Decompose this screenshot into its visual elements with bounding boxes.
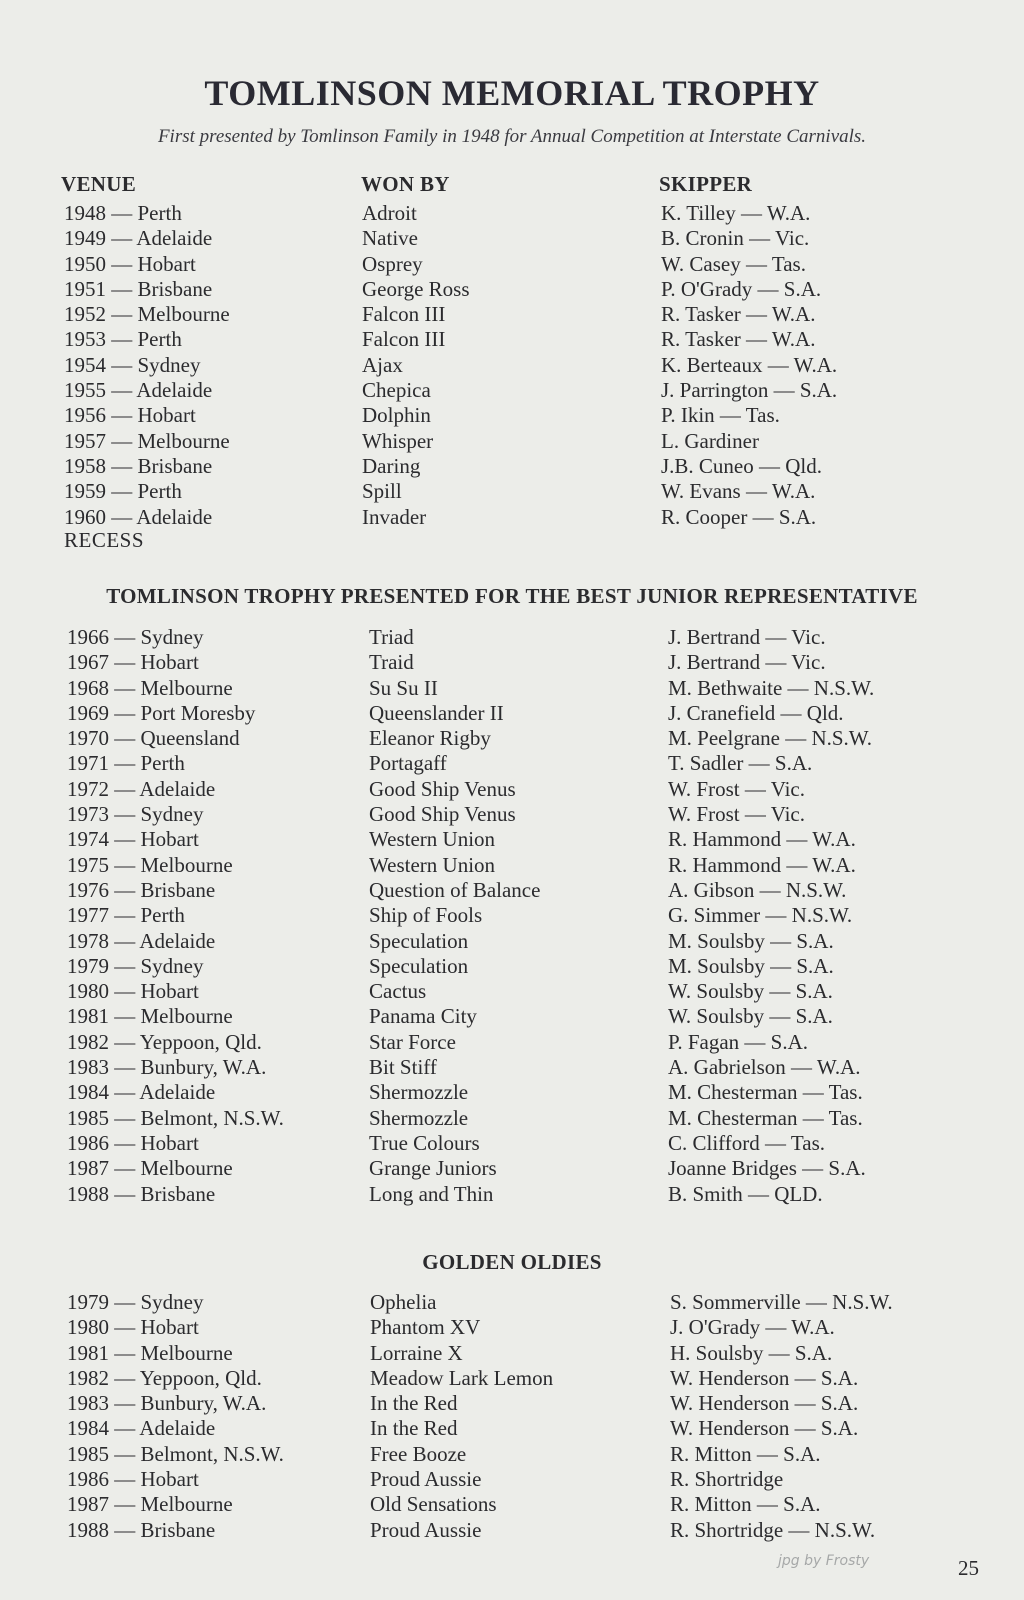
won-by-cell: Proud Aussie <box>370 1517 482 1542</box>
table-row <box>0 1442 1024 1467</box>
won-by-header: WON BY <box>361 172 450 196</box>
table-row <box>0 353 1024 378</box>
won-by-cell: In the Red <box>370 1391 458 1416</box>
skipper-cell: L. Gardiner <box>661 428 759 453</box>
table-row <box>0 903 1024 928</box>
skipper-cell: P. Ikin — Tas. <box>661 403 780 428</box>
skipper-cell: J. Bertrand — Vic. <box>668 650 826 675</box>
won-by-cell: Shermozzle <box>369 1105 469 1130</box>
table-row <box>0 929 1024 954</box>
venue-cell: 1976 — Brisbane <box>67 877 216 902</box>
won-by-cell: Ship of Fools <box>369 903 483 928</box>
won-by-cell: Chepica <box>362 378 431 403</box>
won-by-cell: Falcon III <box>362 327 446 352</box>
won-by-cell: Traid <box>369 650 414 675</box>
venue-cell: 1979 — Sydney <box>67 1290 204 1314</box>
table-row <box>0 777 1024 802</box>
skipper-cell: M. Peelgrane — N.S.W. <box>668 726 872 751</box>
venue-cell: 1985 — Belmont, N.S.W. <box>67 1441 284 1466</box>
table-row <box>0 1492 1024 1517</box>
table-row <box>0 1518 1024 1543</box>
skipper-cell: M. Chesterman — Tas. <box>668 1105 863 1130</box>
skipper-cell: H. Soulsby — S.A. <box>670 1340 833 1365</box>
table-row <box>0 479 1024 504</box>
table-row <box>0 625 1024 650</box>
page-subtitle: First presented by Tomlinson Family in 1948 for Annual Competition at Interstate Carnivals. <box>157 126 867 147</box>
won-by-cell: Ophelia <box>370 1290 437 1314</box>
won-by-cell: Star Force <box>369 1029 456 1054</box>
venue-cell: 1974 — Hobart <box>67 827 199 852</box>
venue-cell: 1987 — Melbourne <box>67 1156 233 1181</box>
table-row <box>0 676 1024 701</box>
skipper-cell: W. Henderson — S.A. <box>670 1391 859 1416</box>
table-row <box>0 853 1024 878</box>
won-by-cell: Free Booze <box>370 1441 467 1466</box>
table-row <box>0 403 1024 428</box>
won-by-cell: Whisper <box>362 428 434 453</box>
won-by-cell: Daring <box>362 453 421 478</box>
table-row <box>0 1004 1024 1029</box>
venue-cell: 1980 — Hobart <box>67 979 199 1004</box>
won-by-cell: Shermozzle <box>369 1080 469 1105</box>
won-by-cell: Phantom XV <box>370 1315 481 1340</box>
skipper-cell: M. Soulsby — S.A. <box>668 928 834 953</box>
venue-cell: 1949 — Adelaide <box>64 226 213 251</box>
table-row <box>0 277 1024 302</box>
skipper-cell: A. Gabrielson — W.A. <box>668 1055 861 1080</box>
skipper-cell: B. Cronin — Vic. <box>661 226 810 251</box>
table-row <box>0 1030 1024 1055</box>
venue-cell: 1950 — Hobart <box>64 251 196 276</box>
venue-cell: 1986 — Hobart <box>67 1130 199 1155</box>
venue-cell: 1952 — Melbourne <box>64 302 230 327</box>
table-row <box>0 650 1024 675</box>
won-by-cell: Su Su II <box>369 675 438 700</box>
won-by-cell: Long and Thin <box>369 1181 494 1206</box>
venue-cell: 1983 — Bunbury, W.A. <box>67 1055 267 1080</box>
won-by-cell: Eleanor Rigby <box>369 726 491 751</box>
venue-cell: 1980 — Hobart <box>67 1315 199 1340</box>
table-row <box>0 1106 1024 1131</box>
venue-cell: 1967 — Hobart <box>67 650 199 675</box>
skipper-cell: J.B. Cuneo — Qld. <box>661 453 823 478</box>
table-row <box>0 701 1024 726</box>
golden-oldies-table <box>0 1290 1024 1543</box>
table-row <box>0 1290 1024 1315</box>
skipper-header: SKIPPER <box>659 172 753 196</box>
venue-cell: 1984 — Adelaide <box>67 1080 216 1105</box>
venue-cell: 1988 — Brisbane <box>67 1517 216 1542</box>
table-row <box>0 1182 1024 1207</box>
table-row <box>0 1080 1024 1105</box>
won-by-cell: Cactus <box>369 979 427 1004</box>
venue-cell: 1981 — Melbourne <box>67 1004 233 1029</box>
skipper-cell: R. Mitton — S.A. <box>670 1441 821 1466</box>
table-row <box>0 429 1024 454</box>
won-by-cell: Spill <box>362 479 402 504</box>
table-row <box>0 1156 1024 1181</box>
venue-cell: 1988 — Brisbane <box>67 1181 216 1206</box>
venue-cell: 1951 — Brisbane <box>64 276 213 301</box>
table-row <box>0 751 1024 776</box>
venue-cell: 1955 — Adelaide <box>64 378 213 403</box>
skipper-cell: W. Soulsby — S.A. <box>668 979 833 1004</box>
won-by-cell: Speculation <box>369 928 469 953</box>
skipper-cell: Joanne Bridges — S.A. <box>668 1156 866 1181</box>
skipper-cell: J. Parrington — S.A. <box>661 378 838 403</box>
junior-trophy-title: TOMLINSON TROPHY PRESENTED FOR THE BEST JUNIOR REPRESENTATIVE <box>106 584 918 608</box>
venue-cell: 1968 — Melbourne <box>67 675 233 700</box>
venue-cell: 1960 — Adelaide <box>64 504 213 529</box>
venue-cell: 1982 — Yeppoon, Qld. <box>67 1029 262 1054</box>
venue-cell: 1981 — Melbourne <box>67 1340 233 1365</box>
table-row <box>0 226 1024 251</box>
won-by-cell: Adroit <box>362 201 417 225</box>
won-by-cell: Speculation <box>369 953 469 978</box>
venue-cell: 1982 — Yeppoon, Qld. <box>67 1365 262 1390</box>
table-row <box>0 1341 1024 1366</box>
skipper-cell: K. Berteaux — W.A. <box>661 352 838 377</box>
skipper-cell: R. Shortridge — N.S.W. <box>670 1517 876 1542</box>
table-row <box>0 878 1024 903</box>
venue-cell: 1953 — Perth <box>64 327 182 352</box>
won-by-cell: Grange Juniors <box>369 1156 497 1181</box>
table-row <box>0 454 1024 479</box>
won-by-cell: Western Union <box>369 852 496 877</box>
table-row <box>0 378 1024 403</box>
page-title: TOMLINSON MEMORIAL TROPHY <box>204 73 820 113</box>
venue-cell: 1971 — Perth <box>67 751 185 776</box>
page-number: 25 <box>958 1556 979 1580</box>
venue-cell: 1972 — Adelaide <box>67 776 216 801</box>
skipper-cell: R. Mitton — S.A. <box>670 1492 821 1517</box>
table-row <box>0 726 1024 751</box>
table-row <box>0 802 1024 827</box>
skipper-cell: W. Henderson — S.A. <box>670 1416 859 1441</box>
table-row <box>0 1315 1024 1340</box>
skipper-cell: W. Henderson — S.A. <box>670 1365 859 1390</box>
skipper-cell: A. Gibson — N.S.W. <box>668 877 847 902</box>
venue-cell: 1956 — Hobart <box>64 403 196 428</box>
venue-cell: 1984 — Adelaide <box>67 1416 216 1441</box>
won-by-cell: Invader <box>362 504 427 529</box>
skipper-cell: W. Evans — W.A. <box>661 479 816 504</box>
junior-trophy-table <box>0 625 1024 1207</box>
won-by-cell: Meadow Lark Lemon <box>370 1365 554 1390</box>
venue-cell: 1978 — Adelaide <box>67 928 216 953</box>
table-row <box>0 505 1024 530</box>
column-headers <box>0 172 1024 202</box>
won-by-cell: Ajax <box>362 352 403 377</box>
table-row <box>0 1131 1024 1156</box>
skipper-cell: J. Bertrand — Vic. <box>668 625 826 649</box>
won-by-cell: True Colours <box>369 1130 480 1155</box>
venue-cell: 1975 — Melbourne <box>67 852 233 877</box>
won-by-cell: Panama City <box>369 1004 477 1029</box>
won-by-cell: Good Ship Venus <box>369 802 516 827</box>
skipper-cell: J. Cranefield — Qld. <box>668 700 844 725</box>
won-by-cell: Dolphin <box>362 403 431 428</box>
won-by-cell: In the Red <box>370 1416 458 1441</box>
won-by-cell: Western Union <box>369 827 496 852</box>
venue-cell: 1954 — Sydney <box>64 352 201 377</box>
venue-cell: 1959 — Perth <box>64 479 182 504</box>
won-by-cell: Portagaff <box>369 751 447 776</box>
table-row <box>0 1467 1024 1492</box>
venue-cell: 1970 — Queensland <box>67 726 240 751</box>
skipper-cell: R. Hammond — W.A. <box>668 852 856 877</box>
venue-cell: 1957 — Melbourne <box>64 428 230 453</box>
skipper-cell: R. Shortridge <box>670 1467 784 1492</box>
watermark-credit: jpg by Frosty <box>778 1553 870 1569</box>
golden-oldies-title: GOLDEN OLDIES <box>422 1250 602 1274</box>
skipper-cell: P. Fagan — S.A. <box>668 1029 809 1054</box>
won-by-cell: Lorraine X <box>370 1340 463 1365</box>
table-row <box>0 954 1024 979</box>
table-row <box>0 1416 1024 1441</box>
venue-cell: 1958 — Brisbane <box>64 453 213 478</box>
skipper-cell: R. Tasker — W.A. <box>661 327 816 352</box>
table-row <box>0 302 1024 327</box>
won-by-cell: Native <box>362 226 418 251</box>
venue-cell: 1987 — Melbourne <box>67 1492 233 1517</box>
skipper-cell: J. O'Grady — W.A. <box>670 1315 835 1340</box>
venue-cell: 1948 — Perth <box>64 201 182 225</box>
venue-cell: 1979 — Sydney <box>67 953 204 978</box>
venue-cell: 1983 — Bunbury, W.A. <box>67 1391 267 1416</box>
skipper-cell: W. Casey — Tas. <box>661 251 806 276</box>
venue-cell: 1969 — Port Moresby <box>67 700 256 725</box>
skipper-cell: C. Clifford — Tas. <box>668 1130 826 1155</box>
won-by-cell: Good Ship Venus <box>369 776 516 801</box>
won-by-cell: Osprey <box>362 251 423 276</box>
skipper-cell: R. Cooper — S.A. <box>661 504 817 529</box>
table-row <box>0 1366 1024 1391</box>
skipper-cell: W. Frost — Vic. <box>668 776 806 801</box>
skipper-cell: W. Frost — Vic. <box>668 802 806 827</box>
recess-label: RECESS <box>64 528 145 552</box>
won-by-cell: Falcon III <box>362 302 446 327</box>
skipper-cell: B. Smith — QLD. <box>668 1181 823 1206</box>
venue-header: VENUE <box>61 172 137 196</box>
skipper-cell: T. Sadler — S.A. <box>668 751 813 776</box>
venue-cell: 1966 — Sydney <box>67 625 204 649</box>
won-by-cell: Triad <box>369 625 414 649</box>
won-by-cell: Bit Stiff <box>369 1055 437 1080</box>
skipper-cell: G. Simmer — N.S.W. <box>668 903 853 928</box>
skipper-cell: M. Bethwaite — N.S.W. <box>668 675 875 700</box>
won-by-cell: George Ross <box>362 276 470 301</box>
table-row <box>0 201 1024 226</box>
venue-cell: 1986 — Hobart <box>67 1467 199 1492</box>
venue-cell: 1973 — Sydney <box>67 802 204 827</box>
skipper-cell: M. Chesterman — Tas. <box>668 1080 863 1105</box>
skipper-cell: K. Tilley — W.A. <box>661 201 811 225</box>
table-row <box>0 1055 1024 1080</box>
skipper-cell: S. Sommerville — N.S.W. <box>670 1290 893 1314</box>
skipper-cell: R. Tasker — W.A. <box>661 302 816 327</box>
table-row <box>0 1391 1024 1416</box>
skipper-cell: P. O'Grady — S.A. <box>661 276 822 301</box>
table-row <box>0 327 1024 352</box>
venue-cell: 1985 — Belmont, N.S.W. <box>67 1105 284 1130</box>
skipper-cell: W. Soulsby — S.A. <box>668 1004 833 1029</box>
table-row <box>0 979 1024 1004</box>
won-by-cell: Proud Aussie <box>370 1467 482 1492</box>
venue-cell: 1977 — Perth <box>67 903 185 928</box>
won-by-cell: Question of Balance <box>369 877 541 902</box>
memorial-trophy-table <box>0 201 1024 530</box>
table-row <box>0 827 1024 852</box>
table-row <box>0 252 1024 277</box>
won-by-cell: Old Sensations <box>370 1492 497 1517</box>
won-by-cell: Queenslander II <box>369 700 504 725</box>
skipper-cell: R. Hammond — W.A. <box>668 827 856 852</box>
skipper-cell: M. Soulsby — S.A. <box>668 953 834 978</box>
